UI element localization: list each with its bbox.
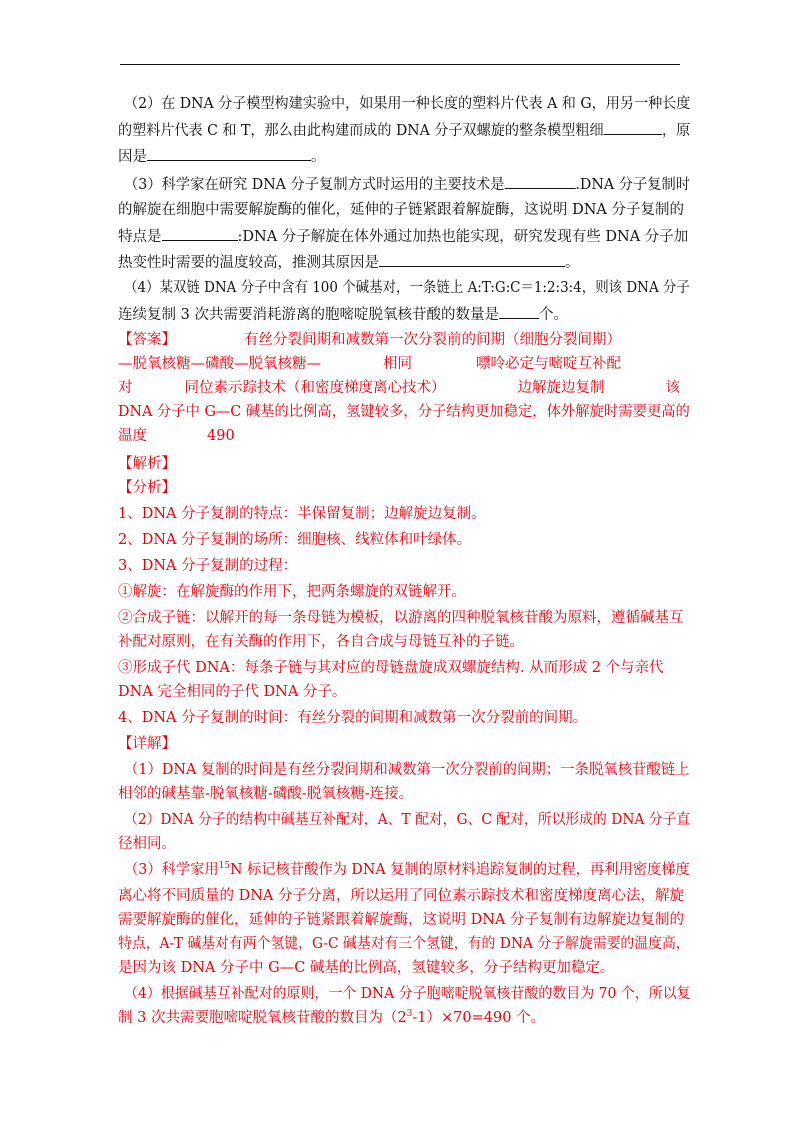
- detail-d2b: 径相同。: [118, 836, 176, 852]
- answer-item-6: 边解旋边复制: [517, 380, 605, 396]
- answer-blank: [379, 252, 565, 267]
- q3-line-3-text: 特点是: [118, 229, 162, 245]
- q2-line-2-end: ，原: [661, 123, 691, 139]
- detail-d4a: （4）根据碱基互补配对的原则，一个 DNA 分子胞嘧啶脱氧核苷酸的数目为 70 个，所以复: [124, 986, 691, 1002]
- q3-line-4: [118, 252, 580, 273]
- q4-line-2: [118, 304, 568, 325]
- q2-line-3: [118, 146, 326, 167]
- analysis-p4: ①解旋：在解旋酶的作用下，把两条螺旋的双链解开。: [118, 584, 466, 600]
- analysis-p1: 1、DNA 分子复制的特点：半保留复制；边解旋边复制。: [118, 506, 486, 522]
- detail-d3a-post: N 标记核苷酸作为 DNA 复制的原材料追踪复制的过程，再利用密度梯度: [229, 862, 690, 878]
- answer-line-4: DNA 分子中 G—C 碱基的比例高，氢键较多，分子结构更加稳定，体外解旋时需要更高的: [118, 404, 690, 420]
- q2-line-2: [118, 120, 690, 141]
- q2-line-2-text: 的塑料片代表 C 和 T，那么由此构建而成的 DNA 分子双螺旋的整条模型粗细: [118, 123, 604, 139]
- analysis-p2: 2、DNA 分子复制的场所：细胞核、线粒体和叶绿体。: [118, 532, 472, 548]
- q4-line-1: （4）某双链 DNA 分子中含有 100 个碱基对，一条链上 A:T:G:C＝1:2:3:4，则该 DNA 分子: [124, 280, 690, 296]
- q3-line-2: 的解旋在细胞中需要解旋酶的催化，延伸的子链紧跟着解旋酶，这说明 DNA 分子复制的: [118, 202, 684, 218]
- answer-line-2: [118, 354, 621, 374]
- answer-blank: [162, 226, 238, 241]
- superscript: 3: [406, 1009, 413, 1020]
- answer-blank: [499, 304, 539, 319]
- analysis-p6b: DNA 完全相同的子代 DNA 分子。: [118, 684, 347, 700]
- q3-line-4-text: 热变性时需要的温度较高，推测其原因是: [118, 255, 379, 271]
- detail-d3e: 是因为该 DNA 分子中 G—C 碱基的比例高，氢键较多，分子结构更加稳定。: [118, 960, 615, 976]
- answer-item-5: 同位素示踪技术（和密度梯度离心技术）: [184, 380, 446, 396]
- q2-line-1: （2）在 DNA 分子模型构建实验中，如果用一种长度的塑料片代表 A 和 G，用另一种长度: [124, 96, 691, 112]
- detail-d4b: [118, 1008, 545, 1028]
- detail-d2a: （2）DNA 分子的结构中碱基互补配对，A、T 配对，G、C 配对，所以形成的 DNA 分子直: [124, 812, 691, 828]
- analysis-p5b: 补配对原则，在有关酶的作用下，各自合成与母链互补的子链。: [118, 634, 524, 650]
- q2-line-3-end: 。: [311, 149, 326, 165]
- detail-d4b-post: -1）×70=490 个。: [412, 1010, 546, 1026]
- answer-item-1: 有丝分裂间期和减数第一次分裂前的间期（细胞分裂间期）: [244, 332, 621, 348]
- detail-d1b: 相邻的碱基靠-脱氧核糖-磷酸-脱氧核糖-连接。: [118, 786, 414, 802]
- answer-line-5: [118, 426, 235, 446]
- analysis-p7: 4、DNA 分子复制的时间：有丝分裂的间期和减数第一次分裂前的间期。: [118, 710, 588, 726]
- detail-d3d: 特点，A-T 碱基对有两个氢键，G-C 碱基对有三个氢键，有的 DNA 分子解旋需要的温度高，: [118, 936, 690, 952]
- q3-line-4-end: 。: [565, 255, 580, 271]
- detail-label: 【详解】: [118, 736, 176, 752]
- answer-label: 【答案】: [118, 332, 176, 348]
- detail-d1a: （1）DNA 复制的时间是有丝分裂间期和减数第一次分裂前的间期；一条脱氧核苷酸链上: [124, 762, 690, 778]
- q4-line-2-text: 连续复制 3 次共需要消耗游离的胞嘧啶脱氧核苷酸的数量是: [118, 307, 499, 323]
- q3-line-1-text: （3）科学家在研究 DNA 分子复制方式时运用的主要技术是: [124, 177, 505, 193]
- answer-item-4: 嘌呤必定与嘧啶互补配: [476, 356, 621, 372]
- answer-blank: [505, 174, 576, 189]
- analysis-sub-label: 【分析】: [118, 480, 176, 496]
- detail-d4b-pre: 制 3 次共需要胞嘧啶脱氧核苷酸的数目为（2: [118, 1010, 407, 1026]
- detail-d3c: 需要解旋酶的催化，延伸的子链紧跟着解旋酶，这说明 DNA 分子复制有边解旋边复制的: [118, 912, 684, 928]
- analysis-label: 【解析】: [118, 456, 176, 472]
- q4-line-2-end: 个。: [538, 307, 568, 323]
- answer-blank: [147, 146, 311, 161]
- analysis-p3: 3、DNA 分子复制的过程：: [118, 558, 298, 574]
- answer-item-2: —脱氧核糖—磷酸—脱氧核糖—: [118, 356, 321, 372]
- q3-line-3-end: :DNA 分子解旋在体外通过加热也能实现，研究发现有些 DNA 分子加: [237, 229, 689, 245]
- answer-item-3: 相同: [383, 356, 412, 372]
- answer-line-1: [118, 330, 621, 350]
- header-rule: [120, 64, 680, 65]
- q2-line-3-text: 因是: [118, 149, 147, 165]
- answer-item-7: 该: [665, 380, 680, 396]
- superscript: 15: [218, 861, 230, 872]
- detail-d3b: 离心将不同质量的 DNA 分子分离，所以运用了同位素示踪技术和密度梯度离心法，解旋: [118, 888, 684, 904]
- analysis-p5a: ②合成子链：以解开的每一条母链为模板，以游离的四种脱氧核苷酸为原料，遵循碱基互: [118, 610, 684, 626]
- answer-blank: [604, 120, 662, 135]
- answer-item-7-end: 温度: [118, 428, 147, 444]
- q3-line-1-end: .DNA 分子复制时: [575, 177, 691, 193]
- q3-line-3: [118, 226, 688, 247]
- answer-item-8: 490: [207, 428, 235, 444]
- detail-d3a: [124, 860, 690, 880]
- answer-item-4-end: 对: [118, 380, 133, 396]
- answer-line-3: [118, 378, 680, 398]
- analysis-p6a: ③形成子代 DNA：每条子链与其对应的母链盘旋成双螺旋结构. 从而形成 2 个与亲代: [118, 660, 664, 676]
- detail-d3a-pre: （3）科学家用: [124, 862, 219, 878]
- q3-line-1: [124, 174, 690, 195]
